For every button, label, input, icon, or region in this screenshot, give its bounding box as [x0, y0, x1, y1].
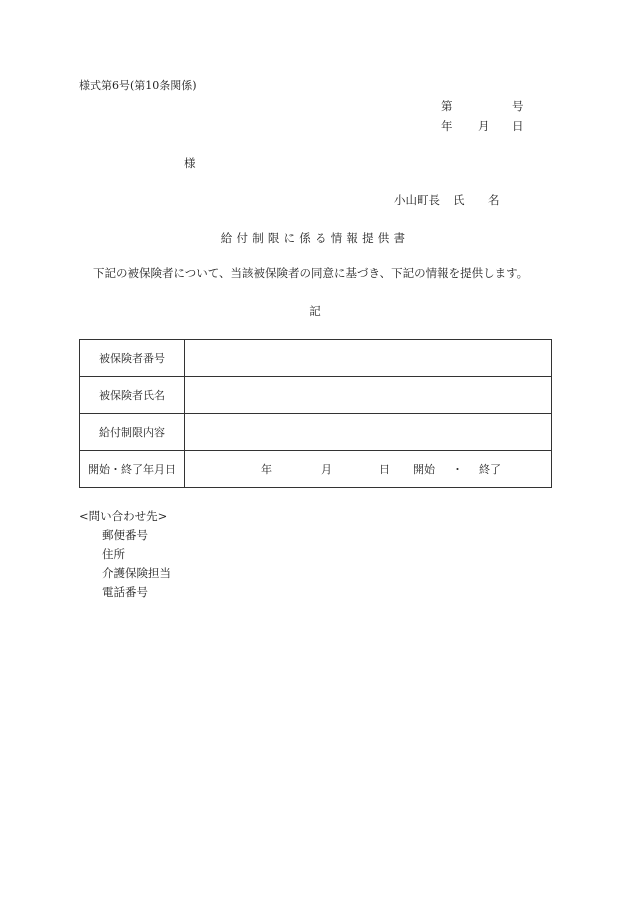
document-number-suffix: 号: [512, 99, 524, 113]
period-day-label: 日: [379, 463, 390, 476]
restriction-content-label: 給付制限内容: [80, 414, 185, 451]
period-year-label: 年: [261, 463, 272, 476]
period-month-label: 月: [321, 463, 332, 476]
period-end-label: 終了: [479, 463, 501, 476]
table-row: [80, 340, 552, 377]
period-field[interactable]: [185, 451, 552, 488]
date-year-label: 年: [441, 119, 453, 133]
contact-phone-label: 電話番号: [102, 585, 148, 599]
sender-title: 小山町長: [394, 193, 440, 207]
restriction-content-field[interactable]: [185, 414, 552, 451]
contact-postal-code-label: 郵便番号: [102, 528, 148, 542]
period-separator: ・: [452, 463, 463, 476]
addressee-honorific: 様: [184, 156, 196, 170]
contact-heading: <問い合わせ先>: [79, 509, 168, 523]
insured-name-field[interactable]: [185, 377, 552, 414]
ki-heading: 記: [309, 304, 321, 318]
insured-number-field[interactable]: [185, 340, 552, 377]
sender-name-label-shi: 氏: [453, 193, 465, 207]
document-number-label: 第: [441, 99, 453, 113]
period-start-label: 開始: [413, 463, 435, 476]
contact-department-label: 介護保険担当: [102, 566, 171, 580]
sender-name-label-mei: 名: [488, 193, 500, 207]
contact-address-label: 住所: [102, 547, 125, 561]
table-row: [80, 451, 552, 488]
period-label: 開始・終了年月日: [80, 451, 185, 488]
insured-number-label: 被保険者番号: [80, 340, 185, 377]
table-row: [80, 377, 552, 414]
table-row: [80, 414, 552, 451]
insured-name-label: 被保険者氏名: [80, 377, 185, 414]
body-text: 下記の被保険者について、当該被保険者の同意に基づき、下記の情報を提供します。: [93, 266, 529, 280]
date-day-label: 日: [512, 119, 524, 133]
date-month-label: 月: [478, 119, 490, 133]
document-title: 給付制限に係る情報提供書: [220, 231, 410, 245]
info-table: [79, 339, 552, 488]
form-number: 様式第6号(第10条関係): [79, 79, 197, 92]
